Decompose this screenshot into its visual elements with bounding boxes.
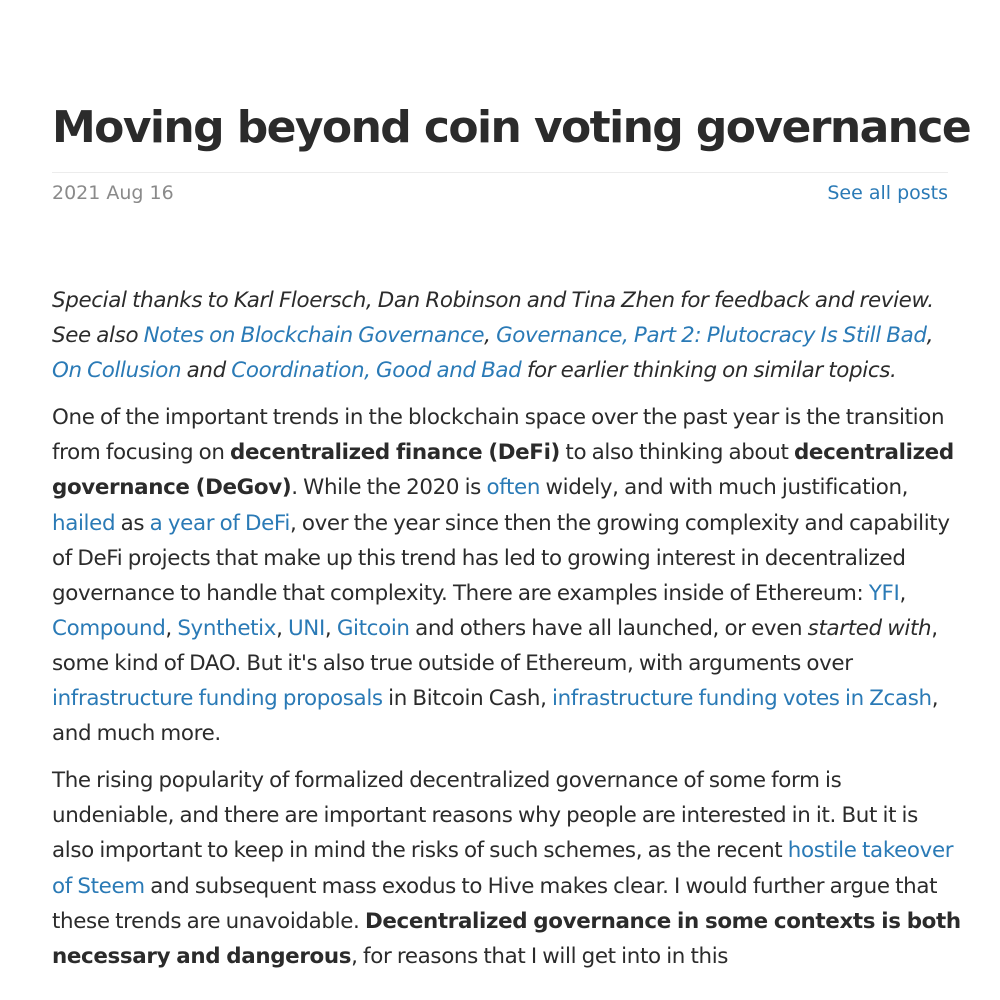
link-coordination-good-and-bad[interactable]: Coordination, Good and Bad <box>231 358 522 384</box>
p3-text-2: and subsequent mass exodus to Hive makes clear. I would further argue that these trends are unavoidable. <box>52 873 938 934</box>
p2-text-6: , over the year since then the growing complexity and capability of DeFi projects that make up this trend has led to growing interest in decentralized governance to handle that complexity. There are examples inside of Ethereum: <box>52 510 950 606</box>
p2-text-3: . While the 2020 is <box>291 475 487 501</box>
p2-text-9: , <box>276 615 288 641</box>
p3-text-1: The rising popularity of formalized decentralized governance of some form is undeniable, and there are important reasons why people are interested in it. But it is also important to keep in mind the risks of such schemes, as the recent <box>52 768 918 864</box>
post-title: Moving beyond coin voting governance <box>52 102 971 153</box>
acknowledgements-text <box>52 288 934 383</box>
post-content <box>52 283 962 986</box>
ack-text-1: Special thanks to Karl Floersch, Dan Robinson and Tina Zhen for feedback and review. See also <box>52 288 934 349</box>
link-infrastructure-funding-votes-zcash[interactable]: infrastructure funding votes in Zcash <box>552 686 932 712</box>
see-all-posts-link[interactable]: See all posts <box>827 182 948 204</box>
p2-text-13: in Bitcoin Cash, <box>382 686 552 712</box>
p2-text-10: , <box>324 615 337 641</box>
ack-text-5: for earlier thinking on similar topics. <box>521 358 897 384</box>
link-infrastructure-funding-proposals[interactable]: infrastructure funding proposals <box>52 686 383 712</box>
p2-bold-defi: decentralized finance (DeFi) <box>230 440 560 466</box>
p2-text-14: , and much more. <box>52 686 939 747</box>
link-yfi[interactable]: YFI <box>868 580 900 606</box>
p2-text-12: , some kind of DAO. But it's also true outside of Ethereum, with arguments over <box>52 615 938 676</box>
link-uni[interactable]: UNI <box>287 615 325 641</box>
title-divider <box>52 172 948 173</box>
p2-text-11: and others have all launched, or even <box>409 615 808 641</box>
p3-text-3: , for reasons that I will get into in this <box>351 943 729 969</box>
p2-text-2: to also thinking about <box>559 440 794 466</box>
ack-text-3: , <box>926 323 934 349</box>
body-paragraph-2 <box>52 763 962 974</box>
p2-bold-degov: decentralized governance (DeGov) <box>52 440 954 501</box>
p2-text-4: widely, and with much justification, <box>540 475 909 501</box>
link-governance-part-2[interactable]: Governance, Part 2: Plutocracy Is Still Bad <box>496 323 927 349</box>
p2-text-1: One of the important trends in the blockchain space over the past year is the transition from focusing on <box>52 405 945 466</box>
link-hailed[interactable]: hailed <box>52 510 116 536</box>
post-meta-row <box>52 180 948 206</box>
acknowledgements-paragraph <box>52 283 962 388</box>
p2-text-8: , <box>165 615 178 641</box>
p2-italic-started-with: started with <box>807 615 932 641</box>
ack-text-2: , <box>484 323 497 349</box>
link-hostile-takeover-of-steem[interactable]: hostile takeover of Steem <box>52 838 954 899</box>
p2-text-5: as <box>115 510 150 536</box>
link-a-year-of-defi[interactable]: a year of DeFi <box>149 510 290 536</box>
link-synthetix[interactable]: Synthetix <box>177 615 277 641</box>
ack-text-4: and <box>181 358 232 384</box>
link-compound[interactable]: Compound <box>52 615 166 641</box>
post-date: 2021 Aug 16 <box>52 182 174 204</box>
body-paragraph-1 <box>52 400 962 751</box>
p3-bold-claim: Decentralized governance in some contexts is both necessary and dangerous <box>52 908 961 969</box>
link-often[interactable]: often <box>486 475 541 501</box>
link-notes-on-blockchain-governance[interactable]: Notes on Blockchain Governance <box>143 323 485 349</box>
link-on-collusion[interactable]: On Collusion <box>52 358 182 384</box>
p2-text-7: , <box>899 580 906 606</box>
link-gitcoin[interactable]: Gitcoin <box>336 615 410 641</box>
